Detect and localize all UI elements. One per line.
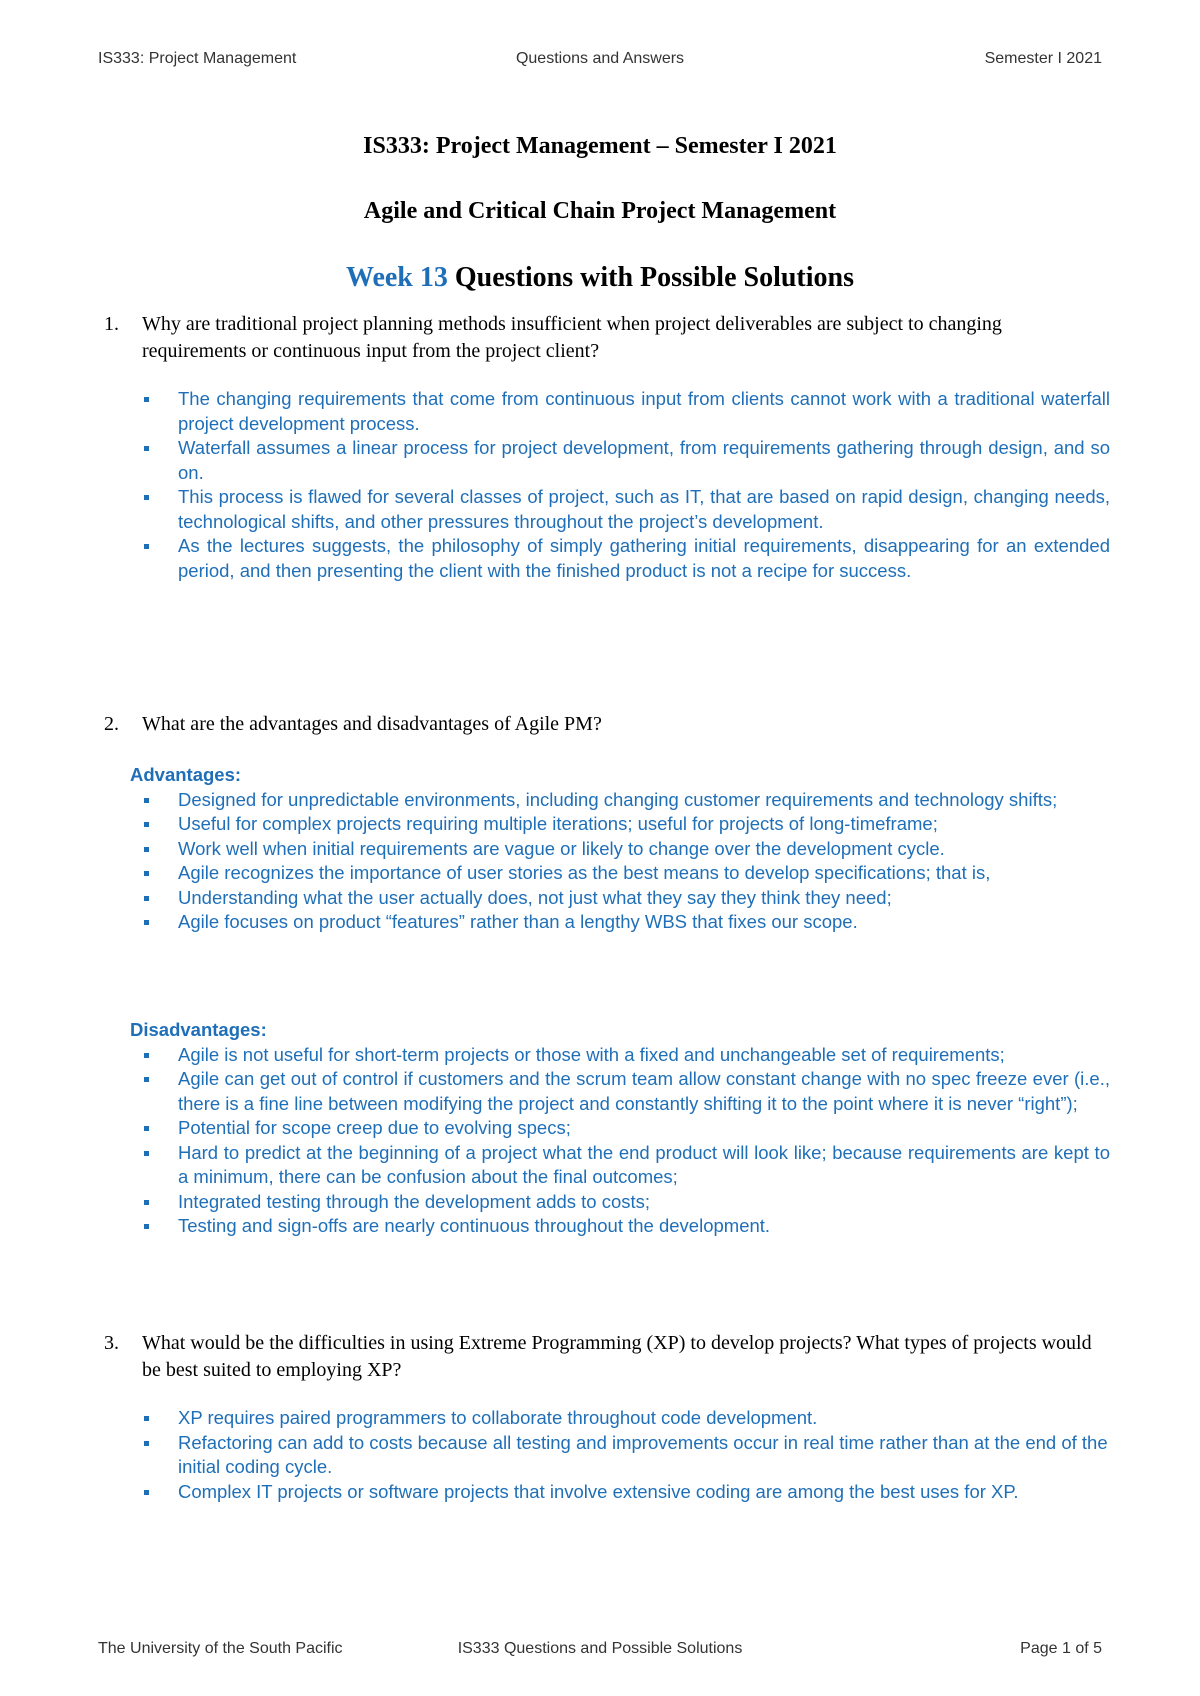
footer-institution: The University of the South Pacific: [98, 1640, 343, 1657]
bullet-icon: [144, 1224, 149, 1229]
bullet-icon: [144, 1077, 149, 1082]
question-number: 3.: [104, 1332, 119, 1354]
bullet-icon: [144, 871, 149, 876]
bullet-icon: [144, 822, 149, 827]
list-item: The changing requirements that come from continuous input from clients cannot work with a traditional waterfall project development process.: [130, 387, 1110, 436]
question-2: [104, 711, 1104, 738]
week-heading-rest: Questions with Possible Solutions: [447, 262, 854, 293]
advantages-section: [130, 763, 1110, 935]
header-semester: Semester I 2021: [984, 50, 1102, 67]
question-3: [104, 1330, 1104, 1384]
list-item: Integrated testing through the development adds to costs;: [130, 1190, 1110, 1215]
list-item: Agile recognizes the importance of user stories as the best means to develop specifications; that is,: [130, 861, 1110, 886]
document-subtitle: Agile and Critical Chain Project Management: [363, 198, 837, 224]
question-number: 2.: [104, 713, 119, 735]
bullet-icon: [144, 896, 149, 901]
week-heading: [0, 262, 1200, 294]
question-number: 1.: [104, 313, 119, 335]
list-item: Designed for unpredictable environments, including changing customer requirements and technology shifts;: [130, 788, 1110, 813]
advantages-heading: Advantages:: [130, 764, 242, 785]
list-item: Testing and sign-offs are nearly continuous throughout the development.: [130, 1214, 1110, 1239]
bullet-icon: [144, 1441, 149, 1446]
disadvantages-section: [130, 1018, 1110, 1239]
bullet-icon: [144, 495, 149, 500]
bullet-icon: [144, 1490, 149, 1495]
list-item: Potential for scope creep due to evolving specs;: [130, 1116, 1110, 1141]
bullet-icon: [144, 1200, 149, 1205]
list-item: Work well when initial requirements are vague or likely to change over the development cycle.: [130, 837, 1110, 862]
list-item: This process is flawed for several classes of project, such as IT, that are based on rapid design, changing needs, technological shifts, and other pressures throughout the project’s development.: [130, 485, 1110, 534]
bullet-icon: [144, 1151, 149, 1156]
list-item: Understanding what the user actually does, not just what they say they think they need;: [130, 886, 1110, 911]
question-text: Why are traditional project planning methods insufficient when project deliverables are subject to changing requirements or continuous input from the project client?: [142, 313, 1002, 362]
list-item: Agile focuses on product “features” rather than a lengthy WBS that fixes our scope.: [130, 910, 1110, 935]
bullet-icon: [144, 397, 149, 402]
bullet-icon: [144, 798, 149, 803]
header-doc-type: Questions and Answers: [515, 50, 685, 67]
answer-list-1: [130, 387, 1110, 583]
list-item: Agile can get out of control if customers and the scrum team allow constant change with no spec freeze ever (i.e., there is a fine line between modifying the project and constantly shifting it to the point where it is never “right”);: [130, 1067, 1110, 1116]
question-text: What would be the difficulties in using Extreme Programming (XP) to develop projects? What types of projects would be best suited to employing XP?: [142, 1332, 1092, 1381]
list-item: Complex IT projects or software projects that involve extensive coding are among the best uses for XP.: [130, 1480, 1110, 1505]
question-1: [104, 311, 1104, 365]
answer-list-3: [130, 1406, 1110, 1504]
bullet-icon: [144, 1126, 149, 1131]
list-item: XP requires paired programmers to collaborate throughout code development.: [130, 1406, 1110, 1431]
bullet-icon: [144, 847, 149, 852]
list-item: Waterfall assumes a linear process for project development, from requirements gathering through design, and so on.: [130, 436, 1110, 485]
list-item: Hard to predict at the beginning of a project what the end product will look like; because requirements are kept to a minimum, there can be confusion about the final outcomes;: [130, 1141, 1110, 1190]
bullet-icon: [144, 446, 149, 451]
header-course: IS333: Project Management: [98, 50, 297, 67]
bullet-icon: [144, 920, 149, 925]
week-label: Week 13: [346, 262, 448, 293]
list-item: As the lectures suggests, the philosophy of simply gathering initial requirements, disappearing for an extended period, and then presenting the client with the finished product is not a recipe for success.: [130, 534, 1110, 583]
bullet-icon: [144, 1053, 149, 1058]
document-title: IS333: Project Management – Semester I 2021: [363, 133, 837, 159]
list-item: Useful for complex projects requiring multiple iterations; useful for projects of long-timeframe;: [130, 812, 1110, 837]
bullet-icon: [144, 1416, 149, 1421]
list-item: Agile is not useful for short-term projects or those with a fixed and unchangeable set of requirements;: [130, 1043, 1110, 1068]
footer-page-number: Page 1 of 5: [1020, 1640, 1102, 1657]
disadvantages-heading: Disadvantages:: [130, 1019, 267, 1040]
list-item: Refactoring can add to costs because all testing and improvements occur in real time rather than at the end of the initial coding cycle.: [130, 1431, 1110, 1480]
footer-doc-title: IS333 Questions and Possible Solutions: [457, 1640, 743, 1657]
bullet-icon: [144, 544, 149, 549]
question-text: What are the advantages and disadvantages of Agile PM?: [142, 713, 602, 735]
